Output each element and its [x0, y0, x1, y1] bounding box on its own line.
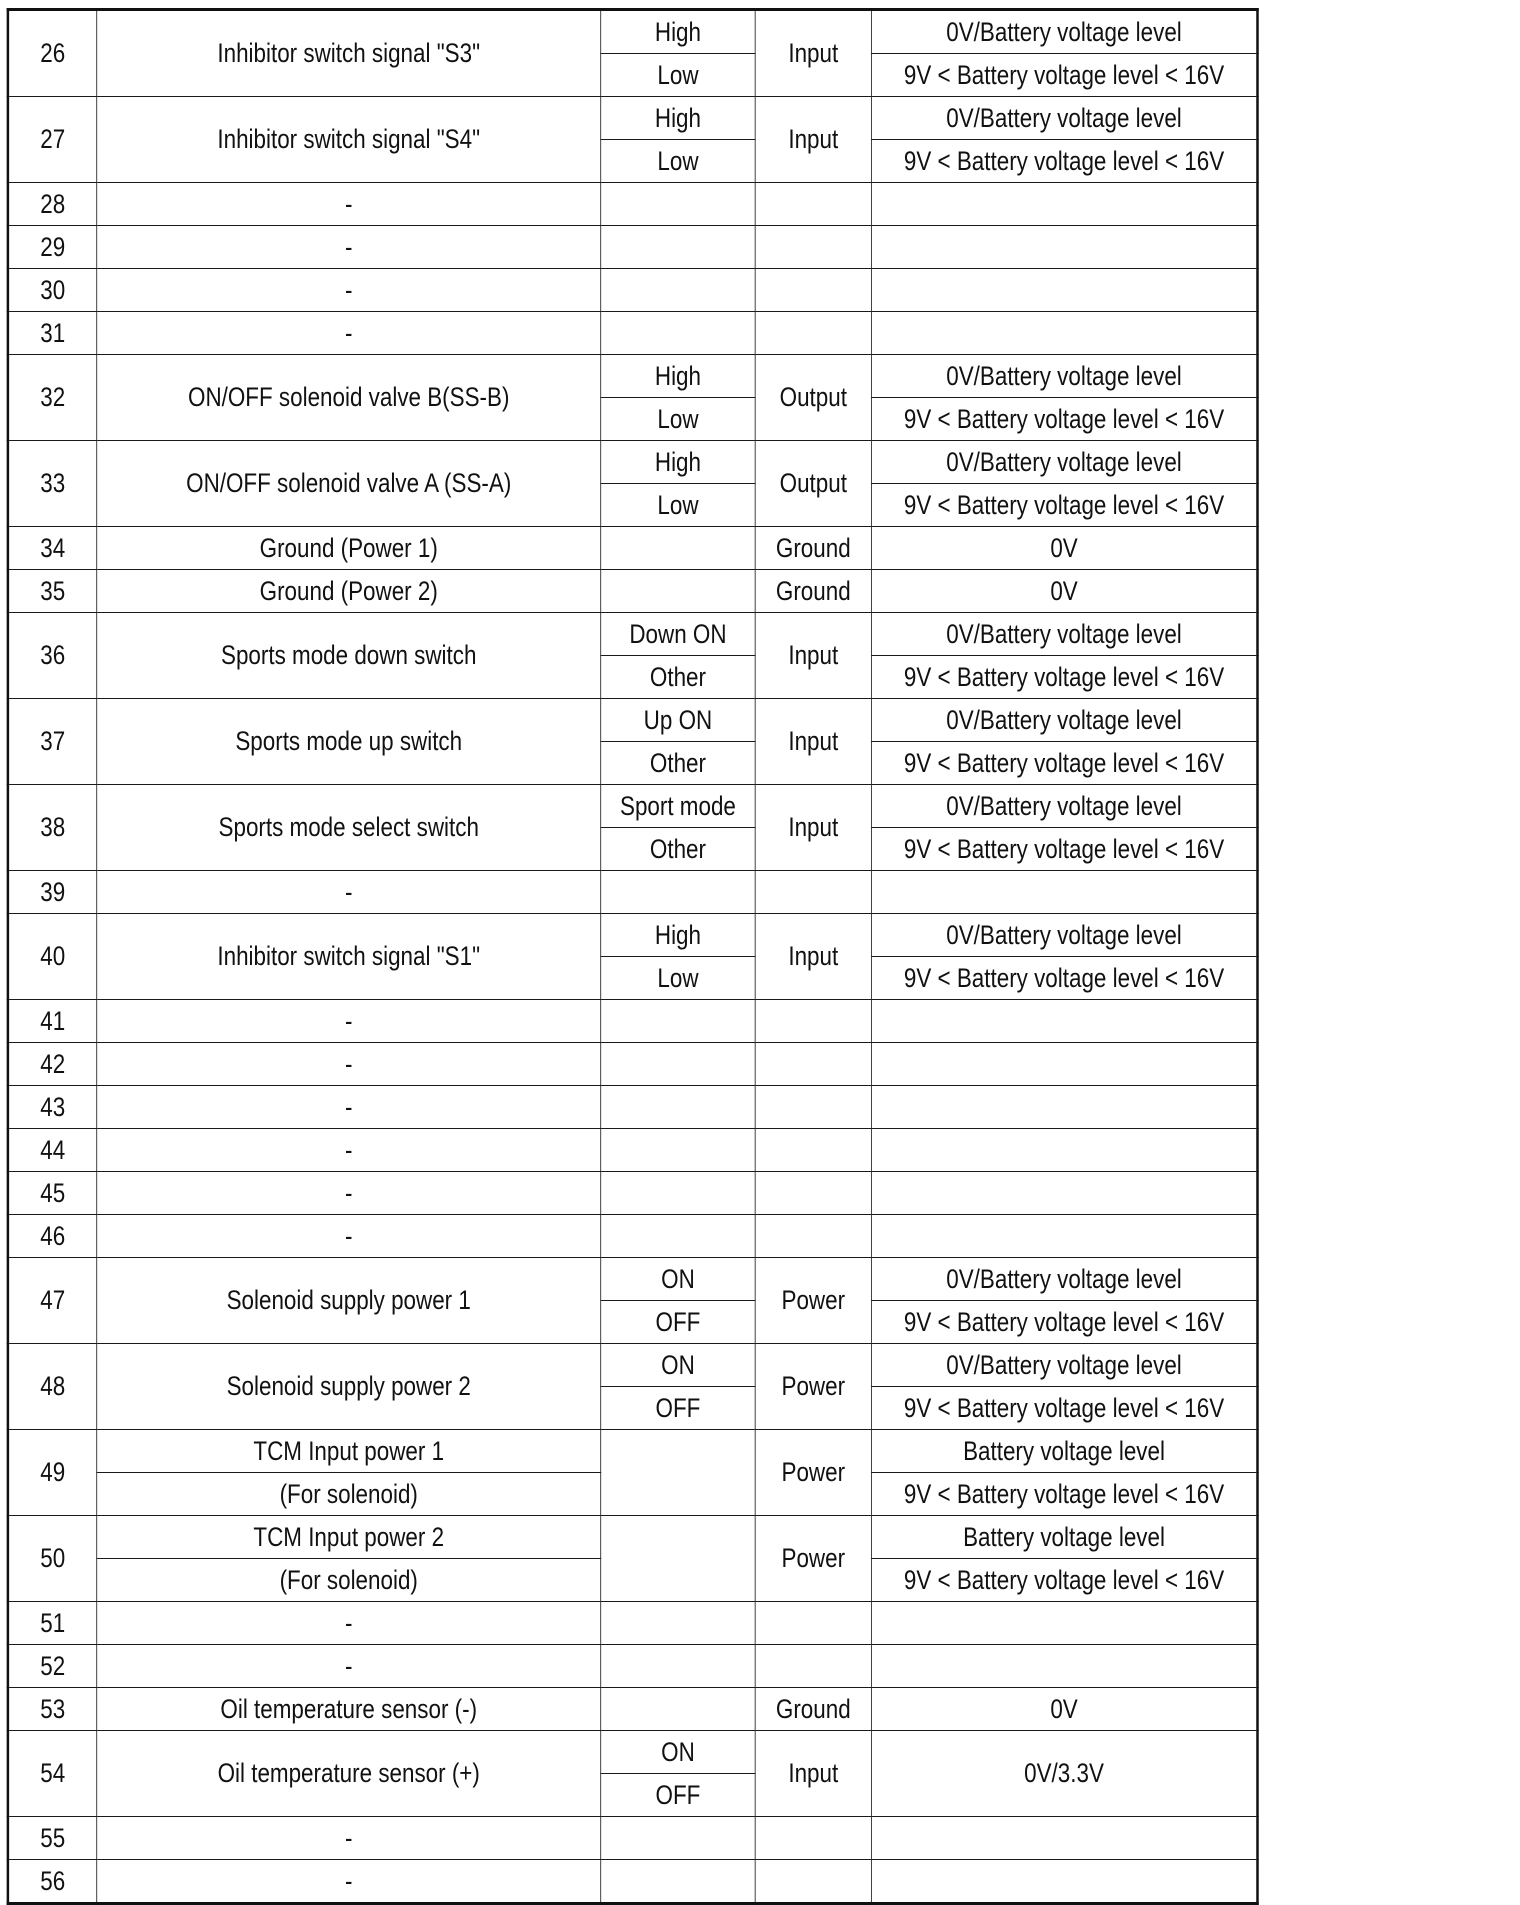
signal-type-cell: Power: [755, 1344, 871, 1430]
table-row: [8, 1645, 1258, 1688]
value-cell: [871, 226, 1257, 269]
pin-description-cell: Solenoid supply power 1: [97, 1258, 601, 1344]
pin-number-cell: 43: [8, 1086, 97, 1129]
table-row: [8, 1516, 1258, 1559]
condition-cell: OFF: [601, 1301, 755, 1344]
signal-type-cell: Power: [755, 1258, 871, 1344]
pin-number-cell: 48: [8, 1344, 97, 1430]
pin-description-cell: ON/OFF solenoid valve A (SS-A): [97, 441, 601, 527]
value-cell: [871, 1602, 1257, 1645]
value-cell: 9V < Battery voltage level < 16V: [871, 742, 1257, 785]
condition-cell: [601, 871, 755, 914]
pin-number-cell: 47: [8, 1258, 97, 1344]
table-row: [8, 1258, 1258, 1301]
condition-cell: [601, 1430, 755, 1516]
table-row: [8, 1860, 1258, 1904]
pin-description-cell: -: [97, 1086, 601, 1129]
condition-cell: Sport mode: [601, 785, 755, 828]
pin-description-cell: Oil temperature sensor (+): [97, 1731, 601, 1817]
condition-cell: High: [601, 10, 755, 54]
pin-description-cell: -: [97, 183, 601, 226]
signal-type-cell: Input: [755, 613, 871, 699]
condition-cell: [601, 312, 755, 355]
value-cell: [871, 1129, 1257, 1172]
table-row: [8, 1344, 1258, 1387]
pin-number-cell: 42: [8, 1043, 97, 1086]
signal-type-cell: [755, 1043, 871, 1086]
pin-number-cell: 39: [8, 871, 97, 914]
condition-cell: Low: [601, 957, 755, 1000]
table-row: [8, 914, 1258, 957]
pin-number-cell: 31: [8, 312, 97, 355]
pin-number-cell: 34: [8, 527, 97, 570]
value-cell: 9V < Battery voltage level < 16V: [871, 398, 1257, 441]
value-cell: 0V/Battery voltage level: [871, 785, 1257, 828]
table-row: [8, 1129, 1258, 1172]
signal-type-cell: Power: [755, 1516, 871, 1602]
value-cell: [871, 1000, 1257, 1043]
pin-description-cell: Ground (Power 1): [97, 527, 601, 570]
signal-type-cell: [755, 1645, 871, 1688]
condition-cell: Low: [601, 484, 755, 527]
pin-description-cell: Inhibitor switch signal "S4": [97, 97, 601, 183]
condition-cell: [601, 1043, 755, 1086]
table-row: [8, 269, 1258, 312]
condition-cell: [601, 1602, 755, 1645]
condition-cell: [601, 1645, 755, 1688]
table-row: [8, 871, 1258, 914]
value-cell: 0V/Battery voltage level: [871, 699, 1257, 742]
signal-type-cell: Input: [755, 10, 871, 97]
table-row: [8, 785, 1258, 828]
value-cell: [871, 871, 1257, 914]
value-cell: 9V < Battery voltage level < 16V: [871, 54, 1257, 97]
pin-description-cell: TCM Input power 1: [97, 1430, 601, 1473]
condition-cell: [601, 1000, 755, 1043]
value-cell: 9V < Battery voltage level < 16V: [871, 1301, 1257, 1344]
value-cell: [871, 269, 1257, 312]
value-cell: 9V < Battery voltage level < 16V: [871, 1473, 1257, 1516]
value-cell: 0V/3.3V: [871, 1731, 1257, 1817]
pin-description-cell: ON/OFF solenoid valve B(SS-B): [97, 355, 601, 441]
signal-type-cell: Input: [755, 1731, 871, 1817]
value-cell: [871, 312, 1257, 355]
value-cell: 0V/Battery voltage level: [871, 1344, 1257, 1387]
signal-type-cell: Output: [755, 355, 871, 441]
value-cell: Battery voltage level: [871, 1516, 1257, 1559]
value-cell: 0V/Battery voltage level: [871, 914, 1257, 957]
condition-cell: [601, 269, 755, 312]
value-cell: 0V/Battery voltage level: [871, 441, 1257, 484]
signal-type-cell: Input: [755, 914, 871, 1000]
table-row: [8, 570, 1258, 613]
condition-cell: [601, 1086, 755, 1129]
pin-description-cell: -: [97, 312, 601, 355]
signal-type-cell: [755, 312, 871, 355]
pin-description-cell: -: [97, 1860, 601, 1904]
value-cell: [871, 1817, 1257, 1860]
pin-number-cell: 40: [8, 914, 97, 1000]
table-row: [8, 10, 1258, 54]
pin-description-cell: -: [97, 1172, 601, 1215]
value-cell: 9V < Battery voltage level < 16V: [871, 828, 1257, 871]
table-row: [8, 1086, 1258, 1129]
signal-type-cell: Ground: [755, 527, 871, 570]
condition-cell: [601, 527, 755, 570]
pin-number-cell: 51: [8, 1602, 97, 1645]
condition-cell: High: [601, 914, 755, 957]
pin-number-cell: 50: [8, 1516, 97, 1602]
condition-cell: Low: [601, 140, 755, 183]
table-row: [8, 527, 1258, 570]
signal-type-cell: [755, 183, 871, 226]
pin-number-cell: 52: [8, 1645, 97, 1688]
table-row: [8, 441, 1258, 484]
value-cell: 9V < Battery voltage level < 16V: [871, 1387, 1257, 1430]
condition-cell: Down ON: [601, 613, 755, 656]
value-cell: 0V/Battery voltage level: [871, 1258, 1257, 1301]
pin-description-cell: -: [97, 1215, 601, 1258]
value-cell: [871, 183, 1257, 226]
condition-cell: OFF: [601, 1774, 755, 1817]
signal-type-cell: Ground: [755, 1688, 871, 1731]
pin-number-cell: 54: [8, 1731, 97, 1817]
table-row: [8, 226, 1258, 269]
signal-type-cell: [755, 1172, 871, 1215]
condition-cell: Low: [601, 398, 755, 441]
condition-cell: [601, 1129, 755, 1172]
table-row: [8, 1817, 1258, 1860]
pin-number-cell: 37: [8, 699, 97, 785]
value-cell: 9V < Battery voltage level < 16V: [871, 656, 1257, 699]
condition-cell: [601, 1516, 755, 1602]
value-cell: [871, 1860, 1257, 1904]
condition-cell: ON: [601, 1731, 755, 1774]
pin-description-cell: -: [97, 871, 601, 914]
table-row: [8, 1043, 1258, 1086]
condition-cell: ON: [601, 1258, 755, 1301]
pin-number-cell: 32: [8, 355, 97, 441]
signal-type-cell: Power: [755, 1430, 871, 1516]
table-row: [8, 1430, 1258, 1473]
signal-type-cell: [755, 226, 871, 269]
signal-type-cell: [755, 1602, 871, 1645]
value-cell: 0V/Battery voltage level: [871, 613, 1257, 656]
signal-type-cell: Output: [755, 441, 871, 527]
condition-cell: High: [601, 441, 755, 484]
value-cell: 0V/Battery voltage level: [871, 10, 1257, 54]
value-cell: 9V < Battery voltage level < 16V: [871, 484, 1257, 527]
pin-description-cell: Sports mode up switch: [97, 699, 601, 785]
value-cell: [871, 1645, 1257, 1688]
pin-description-cell: TCM Input power 2: [97, 1516, 601, 1559]
pin-number-cell: 53: [8, 1688, 97, 1731]
pin-description-cell: -: [97, 1602, 601, 1645]
table-row: [8, 1731, 1258, 1774]
condition-cell: [601, 183, 755, 226]
pin-number-cell: 36: [8, 613, 97, 699]
pin-number-cell: 45: [8, 1172, 97, 1215]
signal-type-cell: [755, 871, 871, 914]
pin-number-cell: 26: [8, 10, 97, 97]
value-cell: 0V/Battery voltage level: [871, 355, 1257, 398]
value-cell: [871, 1086, 1257, 1129]
pin-description-cell: -: [97, 1129, 601, 1172]
pin-description-cell: Inhibitor switch signal "S1": [97, 914, 601, 1000]
pin-description-cell: -: [97, 226, 601, 269]
pin-function-table: [7, 8, 1259, 1905]
pin-number-cell: 44: [8, 1129, 97, 1172]
pin-description-cell: Oil temperature sensor (-): [97, 1688, 601, 1731]
signal-type-cell: Input: [755, 785, 871, 871]
pin-description-cell: Sports mode down switch: [97, 613, 601, 699]
pin-description-cell: Sports mode select switch: [97, 785, 601, 871]
signal-type-cell: [755, 269, 871, 312]
pin-number-cell: 46: [8, 1215, 97, 1258]
pin-number-cell: 38: [8, 785, 97, 871]
condition-cell: High: [601, 97, 755, 140]
condition-cell: [601, 1817, 755, 1860]
condition-cell: [601, 570, 755, 613]
signal-type-cell: [755, 1215, 871, 1258]
pin-number-cell: 56: [8, 1860, 97, 1904]
table-row: [8, 97, 1258, 140]
signal-type-cell: [755, 1860, 871, 1904]
value-cell: 9V < Battery voltage level < 16V: [871, 1559, 1257, 1602]
condition-cell: Low: [601, 54, 755, 97]
signal-type-cell: Input: [755, 97, 871, 183]
condition-cell: Other: [601, 828, 755, 871]
pin-description-cell: -: [97, 269, 601, 312]
signal-type-cell: [755, 1086, 871, 1129]
table-row: [8, 1172, 1258, 1215]
table-row: [8, 1215, 1258, 1258]
condition-cell: Other: [601, 656, 755, 699]
value-cell: 0V: [871, 570, 1257, 613]
signal-type-cell: Ground: [755, 570, 871, 613]
value-cell: 9V < Battery voltage level < 16V: [871, 140, 1257, 183]
pin-description-cell: Inhibitor switch signal "S3": [97, 10, 601, 97]
condition-cell: High: [601, 355, 755, 398]
pin-number-cell: 49: [8, 1430, 97, 1516]
pin-description-cell: Solenoid supply power 2: [97, 1344, 601, 1430]
value-cell: 9V < Battery voltage level < 16V: [871, 957, 1257, 1000]
table-row: [8, 1000, 1258, 1043]
value-cell: [871, 1215, 1257, 1258]
pin-number-cell: 27: [8, 97, 97, 183]
pin-description-cell: -: [97, 1043, 601, 1086]
pin-number-cell: 33: [8, 441, 97, 527]
pin-description-cell: -: [97, 1817, 601, 1860]
value-cell: [871, 1172, 1257, 1215]
signal-type-cell: [755, 1129, 871, 1172]
value-cell: 0V: [871, 1688, 1257, 1731]
pin-number-cell: 35: [8, 570, 97, 613]
pin-number-cell: 30: [8, 269, 97, 312]
table-row: [8, 183, 1258, 226]
pin-number-cell: 41: [8, 1000, 97, 1043]
table-row: [8, 1688, 1258, 1731]
condition-cell: OFF: [601, 1387, 755, 1430]
condition-cell: Other: [601, 742, 755, 785]
signal-type-cell: [755, 1817, 871, 1860]
pin-number-cell: 29: [8, 226, 97, 269]
table-row: [8, 355, 1258, 398]
condition-cell: [601, 1688, 755, 1731]
value-cell: Battery voltage level: [871, 1430, 1257, 1473]
value-cell: [871, 1043, 1257, 1086]
condition-cell: [601, 1215, 755, 1258]
condition-cell: ON: [601, 1344, 755, 1387]
pin-table-body: [8, 10, 1258, 1904]
table-row: [8, 1602, 1258, 1645]
pin-description-cell: Ground (Power 2): [97, 570, 601, 613]
signal-type-cell: Input: [755, 699, 871, 785]
pin-description-cell: (For solenoid): [97, 1559, 601, 1602]
pin-number-cell: 28: [8, 183, 97, 226]
condition-cell: [601, 226, 755, 269]
value-cell: 0V/Battery voltage level: [871, 97, 1257, 140]
table-row: [8, 613, 1258, 656]
pin-description-cell: -: [97, 1645, 601, 1688]
condition-cell: [601, 1860, 755, 1904]
table-row: [8, 699, 1258, 742]
condition-cell: [601, 1172, 755, 1215]
signal-type-cell: [755, 1000, 871, 1043]
pin-description-cell: -: [97, 1000, 601, 1043]
table-row: [8, 312, 1258, 355]
condition-cell: Up ON: [601, 699, 755, 742]
value-cell: 0V: [871, 527, 1257, 570]
pin-number-cell: 55: [8, 1817, 97, 1860]
pin-description-cell: (For solenoid): [97, 1473, 601, 1516]
